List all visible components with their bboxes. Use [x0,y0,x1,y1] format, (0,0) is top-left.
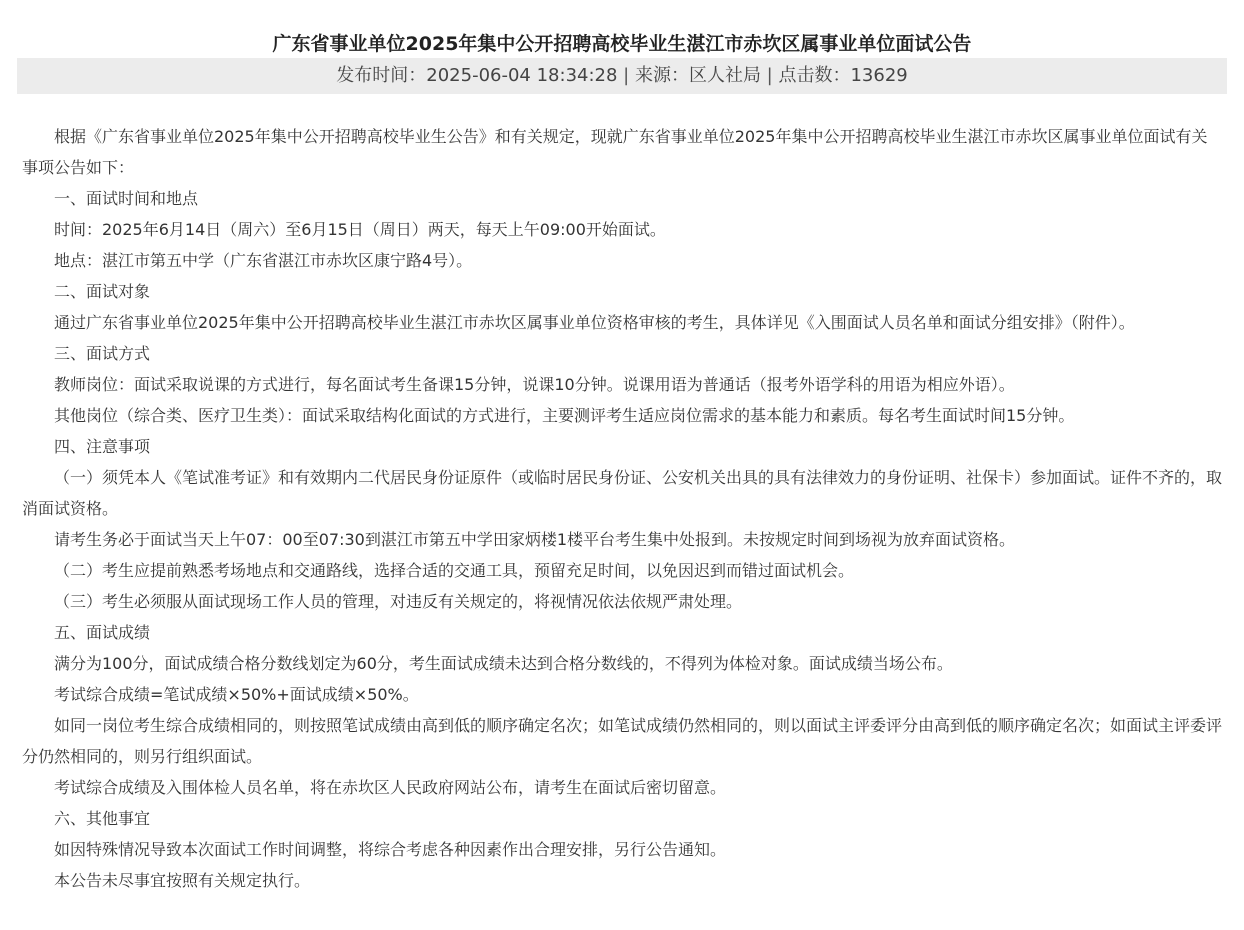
paragraph: 考试综合成绩=笔试成绩×50%+面试成绩×50%。 [54,685,419,704]
article-title: 广东省事业单位2025年集中公开招聘高校毕业生湛江市赤坎区属事业单位面试公告 [272,32,972,55]
publish-time-label: 发布时间： [336,65,427,86]
paragraph: 请考生务必于面试当天上午07：00至07:30到湛江市第五中学田家炳楼1楼平台考生集中处报到。未按规定时间到场视为放弃面试资格。 [54,530,1016,549]
paragraph: 本公告未尽事宜按照有关规定执行。 [54,871,311,890]
publish-time: 2025-06-04 18:34:28 [426,65,618,86]
article-body [22,121,1222,896]
section-heading: 三、面试方式 [54,344,151,363]
click-count-label: 点击数： [778,65,851,86]
paragraph: 如因特殊情况导致本次面试工作时间调整，将综合考虑各种因素作出合理安排，另行公告通知。 [54,840,727,859]
source-label: 来源： [634,65,689,86]
paragraph: 考试综合成绩及入围体检人员名单，将在赤坎区人民政府网站公布，请考生在面试后密切留意。 [54,778,727,797]
section-heading: 一、面试时间和地点 [54,189,199,208]
paragraph: （二）考生应提前熟悉考场地点和交通路线，选择合适的交通工具，预留充足时间，以免因迟到而错过面试机会。 [54,561,855,580]
section-heading: 四、注意事项 [54,437,151,456]
section-heading: 六、其他事宜 [54,809,151,828]
meta-separator: | [760,65,779,86]
paragraph: 满分为100分，面试成绩合格分数线划定为60分，考生面试成绩未达到合格分数线的，不得列为体检对象。面试成绩当场公布。 [54,654,953,673]
paragraph: 地点：湛江市第五中学（广东省湛江市赤坎区康宁路4号）。 [54,251,473,270]
paragraph: 如同一岗位考生综合成绩相同的，则按照笔试成绩由高到低的顺序确定名次；如笔试成绩仍然相同的，则以面试主评委评分由高到低的顺序确定名次；如面试主评委评分仍然相同的，则另行组织面试。 [22,716,1223,766]
article-meta-bar [17,58,1227,94]
click-count: 13629 [850,65,908,86]
paragraph: 其他岗位（综合类、医疗卫生类）：面试采取结构化面试的方式进行，主要测评考生适应岗位需求的基本能力和素质。每名考生面试时间15分钟。 [54,406,1075,425]
paragraph: 通过广东省事业单位2025年集中公开招聘高校毕业生湛江市赤坎区属事业单位资格审核的考生，具体详见《入围面试人员名单和面试分组安排》（附件）。 [54,313,1135,332]
paragraph: （一）须凭本人《笔试准考证》和有效期内二代居民身份证原件（或临时居民身份证、公安机关出具的具有法律效力的身份证明、社保卡）参加面试。证件不齐的，取消面试资格。 [22,468,1223,518]
section-heading: 二、面试对象 [54,282,151,301]
paragraph: 时间：2025年6月14日（周六）至6月15日（周日）两天，每天上午09:00开始面试。 [54,220,666,239]
paragraph: （三）考生必须服从面试现场工作人员的管理，对违反有关规定的，将视情况依法依规严肃处理。 [54,592,743,611]
source: 区人社局 [688,65,761,86]
meta-separator: | [617,65,635,86]
paragraph: 教师岗位：面试采取说课的方式进行，每名面试考生备课15分钟，说课10分钟。说课用语为普通话（报考外语学科的用语为相应外语）。 [54,375,1015,394]
section-heading: 五、面试成绩 [54,623,151,642]
paragraph-intro: 根据《广东省事业单位2025年集中公开招聘高校毕业生公告》和有关规定，现就广东省事业单位2025年集中公开招聘高校毕业生湛江市赤坎区属事业单位面试有关事项公告如下： [22,127,1208,177]
